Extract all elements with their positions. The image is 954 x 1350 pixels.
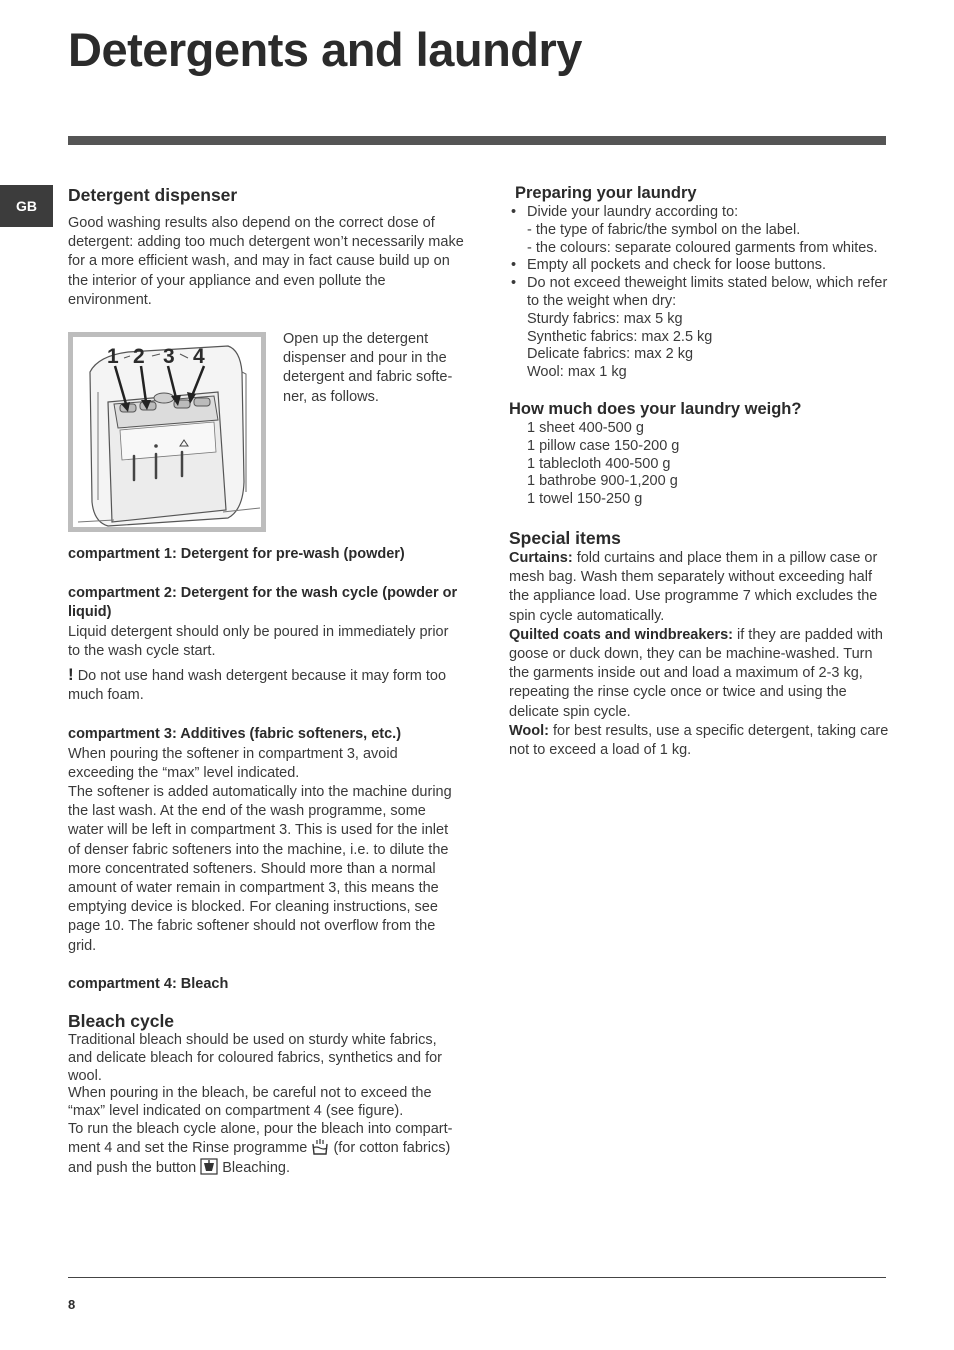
preparing-laundry-heading: Preparing your laundry <box>515 184 697 202</box>
bleach-text-2: When pouring in the bleach, be careful not to exceed the “max” level indicated on compartment 4 (see figure). <box>68 1085 432 1120</box>
dispenser-figure-row <box>68 332 464 532</box>
limit-item: Synthetic fabrics: max 2.5 kg <box>527 328 713 345</box>
laundry-weight-heading: How much does your laundry weigh? <box>509 399 802 418</box>
list-item: • Empty all pockets and check for loose buttons. <box>509 257 889 275</box>
limit-item: Wool: max 1 kg <box>527 364 627 381</box>
weights-list <box>509 420 889 509</box>
compartment-2-text: Liquid detergent should only be poured in immediately prior to the wash cycle start. <box>68 623 449 659</box>
limit-item: Delicate fabrics: max 2 kg <box>527 346 694 363</box>
dispenser-intro: Good washing results also depend on the correct dose of detergent: adding too much detergent won’t necessarily make for a more efficient wash, and may in fact cause build up on the interior of your appliance and even pollute the environment. <box>68 215 464 308</box>
bullet-1-text: Divide your laundry according to: <box>527 204 739 220</box>
bullet-1-sub-2: - the colours: separate coloured garments from whites. <box>527 239 878 256</box>
quilted-paragraph <box>509 626 889 722</box>
bleach-text-3 <box>68 1121 464 1177</box>
bleach-text-1: Traditional bleach should be used on sturdy white fabrics, and delicate bleach for coloured fabrics, synthetics and for wool. <box>68 1032 442 1084</box>
compartment-1-heading: compartment 1: Detergent for pre-wash (powder) <box>68 546 405 563</box>
list-item <box>509 275 889 382</box>
figure-label-2: 2 <box>133 345 145 369</box>
compartment-4-heading: compartment 4: Bleach <box>68 975 229 992</box>
bleach-text-3c: Bleaching. <box>222 1159 290 1176</box>
list-item <box>509 204 889 257</box>
bullet-1-sub-1: - the type of fabric/the symbol on the label. <box>527 221 801 238</box>
weight-item: 1 pillow case 150-200 g <box>527 437 680 454</box>
compartment-3-heading: compartment 3: Additives (fabric softeners, etc.) <box>68 726 402 743</box>
figure-caption: Open up the detergent dispenser and pour in the detergent and fabric softe-ner, as follows. <box>283 331 453 405</box>
weight-item: 1 bathrobe 900-1,200 g <box>527 473 678 490</box>
detergent-dispenser-illustration <box>68 332 266 532</box>
right-column <box>509 183 889 760</box>
detergent-dispenser-heading: Detergent dispenser <box>68 185 238 205</box>
weight-item: 1 tablecloth 400-500 g <box>527 455 671 472</box>
quilted-text: if they are padded with goose or duck down, they can be machine-washed. Turn the garments inside out and load a maximum of 2-3 kg, repeating the rinse cycle once or twice and using the delicate spin cycle. <box>509 626 883 720</box>
bleach-cycle-heading: Bleach cycle <box>68 1011 175 1032</box>
page-number: 8 <box>68 1297 76 1312</box>
figure-label-1: 1 <box>107 345 119 369</box>
warning-icon: ! <box>68 665 74 685</box>
language-tab: GB <box>0 185 53 227</box>
special-items-heading: Special items <box>509 527 621 548</box>
weight-item: 1 sheet 400-500 g <box>527 419 644 436</box>
compartment-3-text-1: When pouring the softener in compartment 3, avoid exceeding the “max” level indicated. <box>68 745 398 781</box>
curtains-label: Curtains: <box>509 549 573 566</box>
curtains-text: fold curtains and place them in a pillow case or mesh bag. Wash them separately without exceeding half the appliance load. Use programme 7 which excludes the spin cycle automatically. <box>509 549 878 624</box>
title-divider <box>68 136 886 145</box>
curtains-paragraph <box>509 549 889 626</box>
bleach-text-3a: To run the bleach cycle alone, pour the bleach into compart-ment 4 and set the Rinse programme <box>68 1121 453 1156</box>
preparing-laundry-list <box>509 204 889 382</box>
bleach-button-icon <box>200 1158 218 1175</box>
bleach-text-3b: (for cotton fabrics) and push the button <box>68 1139 451 1176</box>
compartment-3-text-2: The softener is added automatically into the machine during the last wash. At the end of the wash programme, some water will be left in compartment 3. This is used for the inlet of denser fabric softeners into the machine, i.e. to dilute the more concentrated softeners. Should more than a normal amount of water remain in compartment 3, this means the emptying device is blocked. For cleaning instructions, see page 10. The fabric softener should not overflow from the grid. <box>68 784 452 954</box>
footer-divider <box>68 1277 886 1278</box>
quilted-label: Quilted coats and windbreakers: <box>509 626 733 643</box>
left-column <box>68 184 464 1177</box>
rinse-icon <box>311 1139 329 1155</box>
wool-paragraph <box>509 722 889 760</box>
compartment-2-warning-text: Do not use hand wash detergent because it may form too much foam. <box>68 668 447 704</box>
compartment-2-warning <box>68 665 464 705</box>
page-title: Detergents and laundry <box>68 23 582 76</box>
figure-label-4: 4 <box>193 345 205 369</box>
bullet-3-text: Do not exceed theweight limits stated below, which refer to the weight when dry: <box>527 275 888 309</box>
limit-item: Sturdy fabrics: max 5 kg <box>527 310 683 327</box>
wool-label: Wool: <box>509 722 549 739</box>
compartment-2-heading: compartment 2: Detergent for the wash cycle (powder or liquid) <box>68 585 458 621</box>
weight-item: 1 towel 150-250 g <box>527 491 643 508</box>
wool-text: for best results, use a specific detergent, taking care not to exceed a load of 1 kg. <box>509 722 889 758</box>
figure-label-3: 3 <box>163 345 175 369</box>
